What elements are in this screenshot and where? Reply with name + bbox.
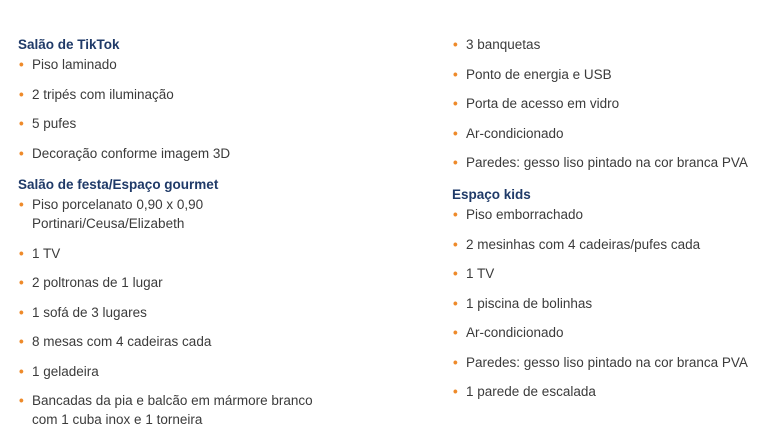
list-item-text: 1 parede de escalada: [466, 384, 596, 399]
bullet-icon: •: [453, 155, 458, 170]
list-item: [452, 235, 772, 254]
list-item-text: Paredes: gesso liso pintado na cor branca PVA: [466, 354, 748, 370]
bullet-icon: •: [19, 304, 24, 320]
bullet-icon: •: [19, 197, 24, 212]
list-item-text: 5 pufes: [32, 116, 77, 131]
section-festa: [18, 176, 418, 440]
list-item: [452, 65, 772, 84]
list-item: [18, 273, 418, 292]
section-continued: [452, 35, 772, 183]
bullet-icon: •: [453, 96, 458, 111]
list-item-text: 1 TV: [32, 245, 61, 261]
bullet-icon: •: [453, 37, 458, 52]
bullet-icon: •: [453, 295, 458, 311]
list-item-text: 2 mesinhas com 4 cadeiras/pufes cada: [466, 236, 701, 252]
list-item-text: 1 piscina de bolinhas: [466, 295, 593, 311]
list-item: [452, 264, 772, 283]
list-item: [18, 85, 418, 104]
list-item: [18, 144, 418, 163]
list-item: [452, 323, 772, 342]
list-item-text: Ar-condicionado: [466, 325, 564, 340]
list-item: [452, 124, 772, 143]
bullet-icon: •: [453, 125, 458, 141]
bullet-icon: •: [453, 325, 458, 340]
list-item-text: Ponto de energia e USB: [466, 66, 612, 82]
list-item: [452, 382, 772, 401]
bullet-icon: •: [19, 145, 24, 161]
list-item-text: 1 TV: [466, 266, 495, 281]
heading-tiktok: Salão de TikTok: [18, 37, 120, 52]
list-item-text: 1 geladeira: [32, 363, 99, 379]
list-item-text: 1 sofá de 3 lugares: [32, 304, 147, 320]
bullet-icon: •: [453, 384, 458, 399]
list-item: [18, 362, 418, 381]
list-item: [452, 205, 772, 224]
heading-kids: Espaço kids: [452, 187, 531, 202]
list-item-text: 8 mesas com 4 cadeiras cada: [32, 334, 212, 349]
list-continued: [452, 35, 772, 172]
bullet-icon: •: [19, 393, 24, 408]
list-item-text: Piso emborrachado: [466, 207, 584, 222]
bullet-icon: •: [453, 354, 458, 370]
list-item-text: 3 banquetas: [466, 37, 541, 52]
list-item: [452, 153, 772, 172]
bullet-icon: •: [19, 363, 24, 379]
list-item: [452, 35, 772, 54]
bullet-icon: •: [19, 57, 24, 72]
list-tiktok: [18, 55, 418, 163]
heading-festa: Salão de festa/Espaço gourmet: [18, 177, 219, 192]
bullet-icon: •: [19, 116, 24, 131]
list-item: [18, 303, 418, 322]
list-item: [18, 114, 418, 133]
list-item: [18, 195, 418, 233]
list-item-text: 2 poltronas de 1 lugar: [32, 275, 163, 290]
list-item: [18, 244, 418, 263]
list-item-text: Bancadas da pia e balcão em mármore branco com 1 cuba inox e 1 torneira: [32, 393, 313, 427]
list-item: [452, 94, 772, 113]
list-item: [18, 332, 418, 351]
bullet-icon: •: [19, 275, 24, 290]
bullet-icon: •: [19, 86, 24, 102]
list-item: [452, 294, 772, 313]
section-tiktok: [18, 36, 418, 173]
list-item-text: Decoração conforme imagem 3D: [32, 145, 231, 161]
list-item: [18, 391, 418, 429]
section-kids: [452, 186, 772, 412]
bullet-icon: •: [453, 266, 458, 281]
bullet-icon: •: [19, 245, 24, 261]
list-item-text: 2 tripés com iluminação: [32, 86, 174, 102]
bullet-icon: •: [19, 334, 24, 349]
bullet-icon: •: [453, 207, 458, 222]
list-item-text: Paredes: gesso liso pintado na cor branca PVA: [466, 155, 748, 170]
list-festa: [18, 195, 418, 429]
list-kids: [452, 205, 772, 401]
list-item-text: Piso porcelanato 0,90 x 0,90 Portinari/Ceusa/Elizabeth: [32, 197, 204, 231]
list-item-text: Ar-condicionado: [466, 125, 564, 141]
bullet-icon: •: [453, 66, 458, 82]
list-item: [452, 353, 772, 372]
list-item-text: Porta de acesso em vidro: [466, 96, 620, 111]
list-item-text: Piso laminado: [32, 57, 117, 72]
list-item: [18, 55, 418, 74]
bullet-icon: •: [453, 236, 458, 252]
